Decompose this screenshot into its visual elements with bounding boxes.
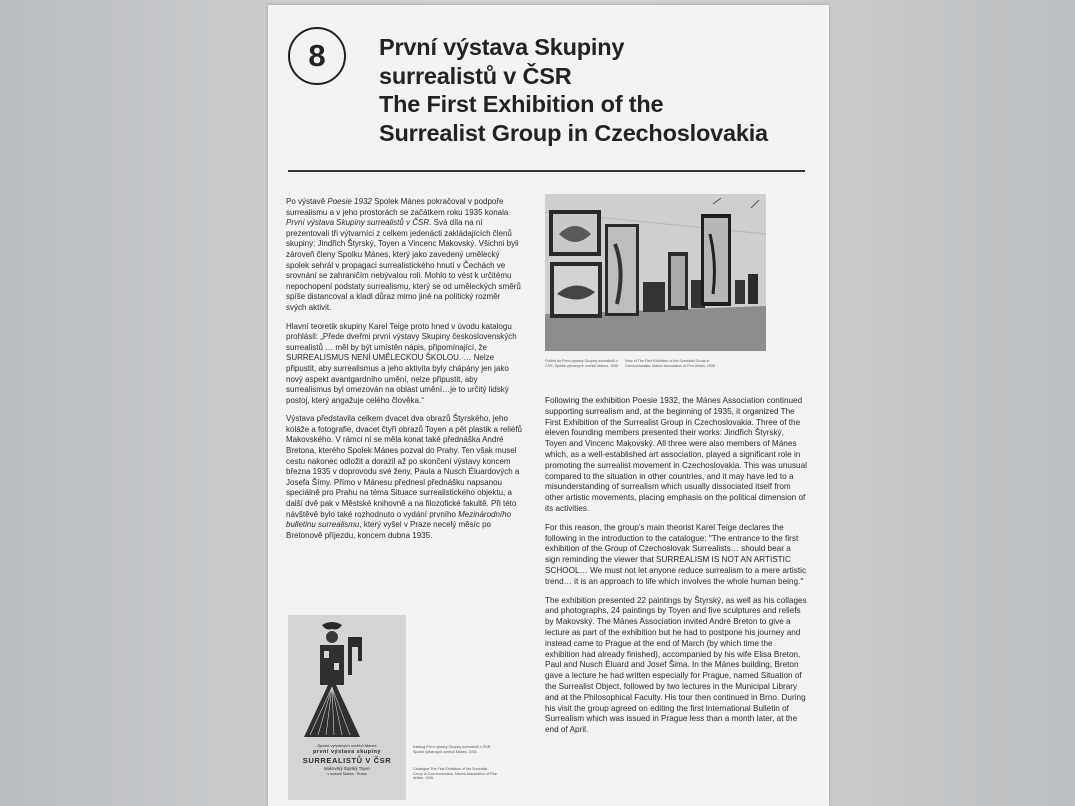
title-cz-line-2: surrealistů v ČSR — [379, 62, 572, 89]
catalogue-line-2: první výstava skupiny — [313, 749, 381, 755]
exhibition-view-photo — [545, 194, 766, 351]
czech-paragraph-1 — [286, 197, 522, 314]
czech-p1-italic-a: Poesie 1932 — [327, 197, 372, 206]
english-text-column — [545, 396, 807, 744]
english-paragraph-2: For this reason, the group’s main theorist Karel Teige declares the following in the introduction to the catalogue: "The entrance to the first exhibition of the Group of Czechoslovak Surrealists… should bear a sign reminding the viewer that SURREALISM IS NOT AN ARTISTIC SCHOOL… We must not let anyone reduce surrealism to a mere artistic trend… it is an approach to life which involves the whole human being." — [545, 522, 807, 586]
title-cz-line-1: První výstava Skupiny — [379, 34, 625, 60]
czech-p3-text-b: , který vyšel v Praze necelý měsíc po Bretonově příjezdu, koncem dubna 1935. — [286, 520, 491, 540]
czech-p3-italic: Mezinárodního bulletinu surrealismu — [286, 509, 512, 530]
czech-paragraph-2: Hlavní teoretik skupiny Karel Teige proto hned v úvodu katalogu prohlásil: „Přede dveřmi první výstavy Skupiny československých surrealistů … měl by být umístěn nápis, připomínající, že SURREALISMUS NENÍ UMĚLECKOU ŠKOLOU. … Nelze připustit, aby surrealismus a jeho aktivita byly chápány jen jako nový aspekt avantgardního umění, nelze připustit, aby surrealismus byl omezován na oblast umění…je to určitý lidský postoj, který angažuje celého člověka.“ — [286, 321, 517, 405]
czech-p3-text-a: Výstava představila celkem dvacet dva obrazů Štyrského, jeho koláže a fotografie, dvacet čtyři obrazů Toyen a pět plastik a reliéfů Makovského. V rámci ní se měla konat také přednáška André Bretona, kterého Spolek Mánes pozval do Prahy. Ten však musel cestu nakonec odložit a dorazil až po skončení výstavy koncem března 1935 v doprovodu své ženy, Paula a Nusch Éluardových a Josefa Šímy. Přímo v Mánesu přednesl přednášku napsanou speciálně pro Prahu na téma Situace surrealistického objektu, a další dvě pak v Městské knihovně a na filozofické fakultě. Při této návštěvě bylo také rozhodnuto o vydání prvního — [286, 414, 522, 519]
catalogue-line-1: Spolek výtvarných umělců Mánes — [317, 743, 377, 748]
panel-title — [379, 33, 819, 147]
czech-p1-italic-b: První výstava Skupiny surrealistů v ČSR — [286, 218, 430, 228]
catalogue-line-4: Makovský Štyrský Toyen — [324, 766, 370, 771]
title-en-line-1: The First Exhibition of the — [379, 91, 664, 117]
czech-p1-text-b: Spolek Mánes pokračoval v podpoře surrealismu a v jeho prostorách se začátkem roku 1935 konala — [286, 197, 509, 217]
catalogue-cover-image — [288, 615, 406, 800]
english-paragraph-3: The exhibition presented 22 paintings by Štyrský, as well as his collages and photographs, 24 paintings by Toyen and five sculptures and reliefs by Makovský. The Mánes Association invited André Breton to give a lecture as part of the exhibition but he had to postpone his journey and instead came to Prague at the end of March (by which time the exhibition had already finished), accompanied by his wife Elisa Breton, Paul and Nusch Éluard and Josef Šima. In the Mánes building, Breton gave a lecture he had written especially for Prague, named Situation of the Surrealist Object, followed by two lectures in the Municipal Library and at the Philosophical Faculty. His tour then continued in Brno. During his visit the group agreed on editing the first International Bulletin of Surrealism which was issued in Prague less than a month later, at the end of April. — [545, 595, 807, 735]
czech-p1-text-c: . Svá díla na ní prezentovali tři výtvarníci z celkem jedenácti zakládajících členů skupiny: Jindřich Štyrský, Toyen a Vincenc Makovský. Všichni byli zároveň členy Spolku Mánes, který jako zavedený umělecký spolek sehrál v propagaci surrealistického hnutí v Čechách ve srovnání se zahraničím nebývalou roli. Mohlo to vést k určitému nepochopení podstaty surrealismu, který se od uměleckých směrů spíše distancoval a kladl důraz mimo jiné na politický rozměr svých aktivit. — [286, 218, 521, 312]
exhibition-text-panel — [268, 5, 829, 806]
english-paragraph-1: Following the exhibition Poesie 1932, the Mánes Association continued supporting surrealism and, at the beginning of 1935, it organized The First Exhibition of the Surrealist Group in Czechoslovakia. Three of the eleven founding members presented their works: Jindřich Štyrský, Toyen and Vincenc Makovský. All three were also members of Mánes which, as a well-established art association, played a significant role in promoting the surrealist movement in Czechoslovakia. This was unusual compared to the situation in other countries, and it may have led to a misunderstanding of surrealism which usually dissociated itself from other artistic movements, placing emphasis on the political dimension of its activities. — [545, 396, 807, 513]
title-divider — [288, 170, 805, 172]
czech-text-column — [286, 197, 522, 549]
catalogue-caption-english: Catalogue The First Exhibition of the Surrealist Group in Czechoslovakia, Mánes Association of Fine Artists, 1935 — [413, 767, 497, 781]
exhibition-photo-illustration — [545, 194, 766, 351]
catalogue-line-5: v budově Mánes · Praha — [327, 772, 367, 776]
photo-caption-english: View of The First Exhibition of the Surrealist Group in Czechoslovakia, Mánes Association of Fine Artists, 1935 — [625, 359, 715, 368]
photo-caption-czech: Pohled do První výstavy Skupiny surrealistů v ČSR, Spolek výtvarných umělců Mánes, 1935 — [545, 359, 619, 368]
catalogue-caption-czech: Katalog První výstavy Skupiny surrealistů v ČSR, Spolek výtvarných umělců Mánes, 1935 — [413, 745, 492, 754]
czech-p1-text-a: Po výstavě — [286, 197, 328, 206]
title-en-line-2: Surrealist Group in Czechoslovakia — [379, 119, 768, 146]
section-number-badge — [288, 27, 346, 85]
czech-paragraph-3 — [286, 414, 522, 541]
section-number: 8 — [308, 38, 326, 73]
catalogue-line-3: SURREALISTŮ V ČSR — [302, 756, 392, 765]
